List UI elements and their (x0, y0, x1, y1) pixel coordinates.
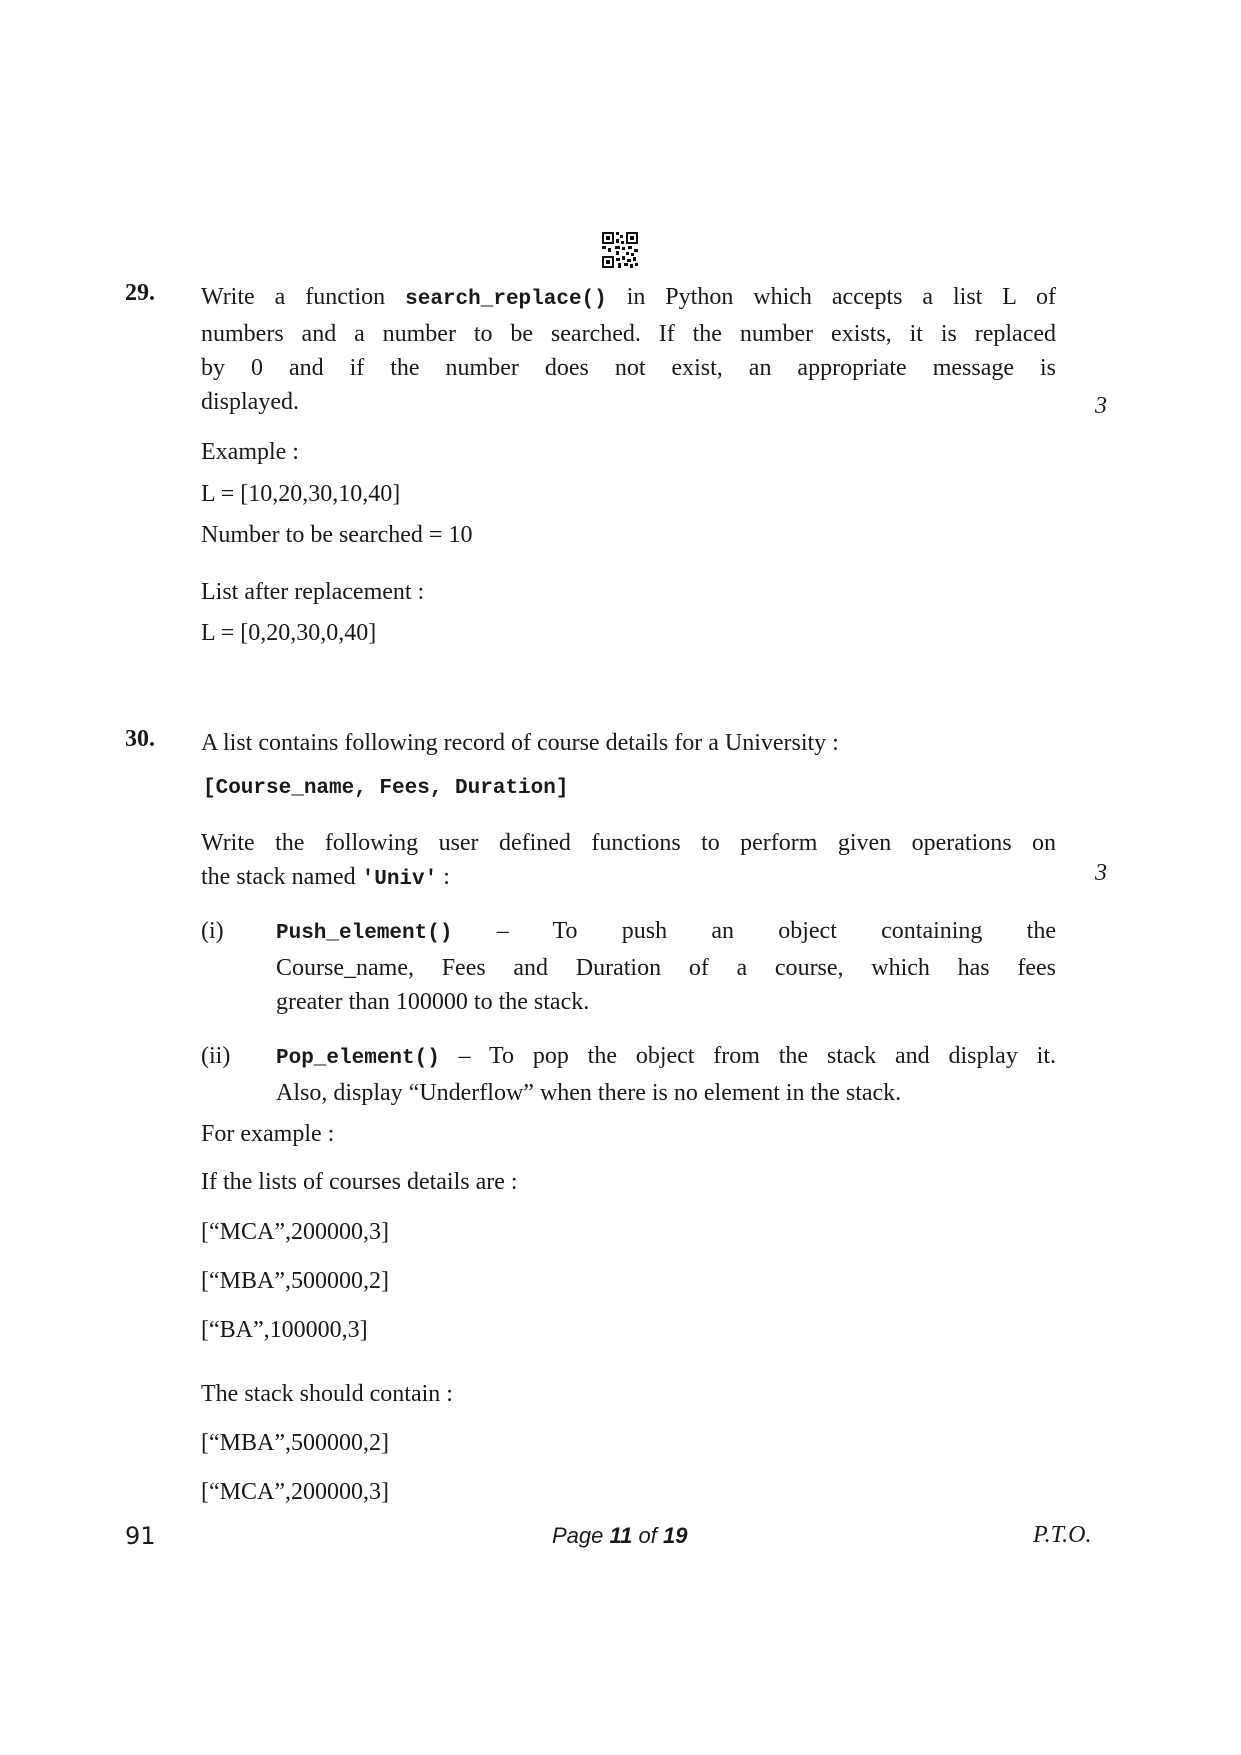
function-name-pop-element: Pop_element() (276, 1047, 440, 1070)
stack-record: [“MCA”,200000,3] (201, 1479, 389, 1505)
question-29-marks: 3 (1095, 393, 1107, 419)
instruction-line-2 (201, 860, 1056, 897)
sub-item-i-label: (i) (201, 918, 224, 944)
sub-item-i-line-3: greater than 100000 to the stack. (276, 989, 590, 1015)
sub-item-i-line-1-rest: To push an object containing the (552, 918, 1057, 944)
question-29-line-2: numbers and a number to be searched. If the number exists, it is replaced (201, 321, 1056, 347)
course-record: [“BA”,100000,3] (201, 1317, 368, 1343)
record-format: [Course_name, Fees, Duration] (203, 777, 569, 800)
sub-item-ii-line-2: Also, display “Underflow” when there is no element in the stack. (276, 1080, 902, 1106)
please-turn-over: P.T.O. (1033, 1522, 1092, 1548)
after-replacement-list: L = [0,20,30,0,40] (201, 620, 377, 646)
question-29-text-post: in Python which accepts a list L of (606, 284, 1056, 310)
question-29-line-3: by 0 and if the number does not exist, an appropriate message is (201, 355, 1056, 381)
course-record: [“MCA”,200000,3] (201, 1219, 389, 1245)
function-name-search-replace: search_replace() (405, 288, 607, 311)
after-replacement-label: List after replacement : (201, 579, 425, 605)
question-29-text-pre: Write a function (201, 284, 406, 310)
question-30-number: 30. (125, 726, 155, 752)
sub-item-i-text (276, 914, 1056, 1019)
sub-item-i-line-1 (276, 914, 1056, 951)
page-number: 11 (609, 1523, 633, 1548)
course-lists-label: If the lists of courses details are : (201, 1169, 518, 1195)
sub-item-ii-label: (ii) (201, 1043, 231, 1069)
page-word: Page (552, 1523, 604, 1548)
question-29-number: 29. (125, 280, 155, 306)
instruction-post: : (437, 864, 450, 890)
question-29-text (201, 280, 1056, 419)
question-30-marks: 3 (1095, 860, 1107, 886)
question-29-line-4: displayed. (201, 389, 299, 415)
paper-code: 91 (125, 1522, 156, 1550)
function-name-push-element: Push_element() (276, 922, 453, 945)
dash: – (496, 918, 509, 944)
course-record: [“MBA”,500000,2] (201, 1268, 389, 1294)
page-total: 19 (662, 1523, 688, 1548)
qr-code-icon (602, 232, 638, 273)
sub-item-ii-text (276, 1039, 1056, 1110)
of-word: of (638, 1523, 657, 1548)
instruction-pre: the stack named (201, 864, 362, 890)
for-example-label: For example : (201, 1121, 335, 1147)
example-search-number: Number to be searched = 10 (201, 522, 473, 548)
instruction-line-1: Write the following user defined functions to perform given operations on (201, 830, 1056, 856)
page-indicator (552, 1523, 687, 1549)
sub-item-ii-line-1 (276, 1039, 1056, 1076)
stack-contents-label: The stack should contain : (201, 1381, 453, 1407)
question-30-instruction (201, 826, 1056, 897)
example-list: L = [10,20,30,10,40] (201, 481, 401, 507)
dash: – (458, 1043, 471, 1069)
question-29-line-1 (201, 280, 1056, 317)
sub-item-i-line-2: Course_name, Fees and Duration of a course, which has fees (276, 955, 1056, 981)
example-label: Example : (201, 439, 299, 465)
stack-name: 'Univ' (361, 868, 438, 891)
stack-record: [“MBA”,500000,2] (201, 1430, 389, 1456)
sub-item-ii-line-1-rest: To pop the object from the stack and display it. (489, 1043, 1056, 1069)
question-30-intro: A list contains following record of course details for a University : (201, 730, 839, 756)
